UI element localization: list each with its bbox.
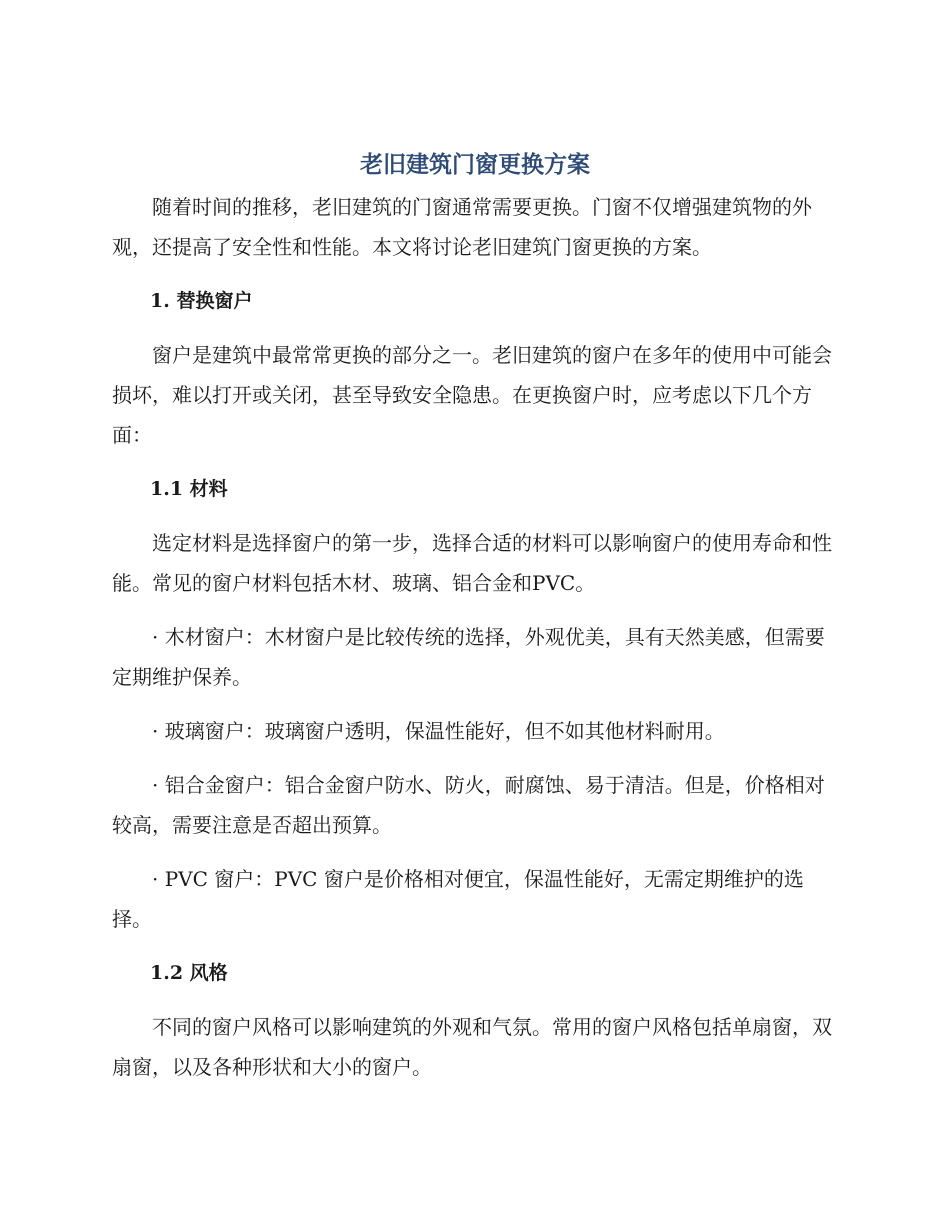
section-heading-1-2: 1.2 风格 bbox=[150, 962, 228, 984]
bullet-glass-window: · 玻璃窗户：玻璃窗户透明，保温性能好，但不如其他材料耐用。 bbox=[152, 719, 725, 743]
section-1-paragraph: 窗户是建筑中最常常更换的部分之一。老旧建筑的窗户在多年的使用中可能会损坏，难以打开或关闭，甚至导致安全隐患。在更换窗户时，应考虑以下几个方面： bbox=[112, 343, 832, 447]
document-body bbox=[112, 187, 832, 1087]
document-title: 老旧建筑门窗更换方案 bbox=[360, 152, 590, 178]
section-1-2-paragraph: 不同的窗户风格可以影响建筑的外观和气氛。常用的窗户风格包括单扇窗，双扇窗，以及各种形状和大小的窗户。 bbox=[112, 1015, 832, 1079]
section-1-1-paragraph: 选定材料是选择窗户的第一步，选择合适的材料可以影响窗户的使用寿命和性能。常见的窗户材料包括木材、玻璃、铝合金和PVC。 bbox=[112, 531, 832, 595]
bullet-wood-window: · 木材窗户：木材窗户是比较传统的选择，外观优美，具有天然美感，但需要定期维护保养。 bbox=[112, 625, 825, 689]
section-heading-1: 1. 替换窗户 bbox=[150, 290, 253, 312]
bullet-aluminum-window: · 铝合金窗户：铝合金窗户防水、防火，耐腐蚀、易于清洁。但是，价格相对较高，需要注意是否超出预算。 bbox=[112, 773, 825, 837]
intro-paragraph: 随着时间的推移，老旧建筑的门窗通常需要更换。门窗不仅增强建筑物的外观，还提高了安全性和性能。本文将讨论老旧建筑门窗更换的方案。 bbox=[112, 195, 812, 259]
bullet-pvc-window: · PVC 窗户：PVC 窗户是价格相对便宜，保温性能好，无需定期维护的选择。 bbox=[112, 867, 804, 931]
section-heading-1-1: 1.1 材料 bbox=[150, 478, 228, 500]
